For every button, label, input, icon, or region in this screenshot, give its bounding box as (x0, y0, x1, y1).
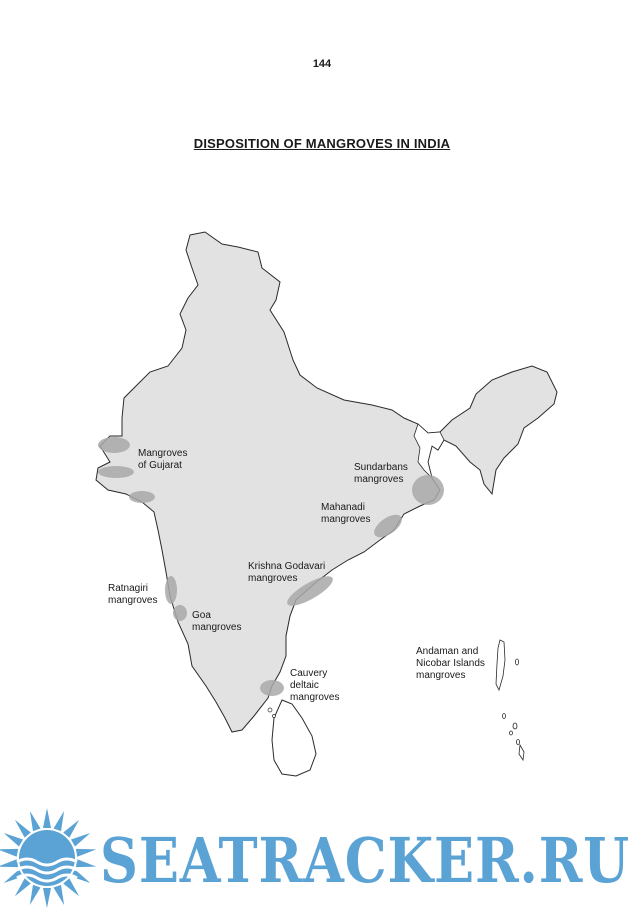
watermark-text: SEATRACKER.RU (100, 824, 630, 897)
india-mainland (96, 232, 557, 732)
mangrove-patch-cauvery (260, 680, 284, 696)
mangrove-patch-goa (173, 605, 187, 621)
label-sundarbans: Sundarbans mangroves (354, 462, 408, 485)
label-andaman-nicobar: Andaman and Nicobar Islands mangroves (416, 646, 485, 681)
label-ratnagiri: Ratnagiri mangroves (108, 583, 158, 606)
page-number: 144 (312, 58, 332, 70)
label-cauvery: Cauvery deltaic mangroves (290, 668, 340, 703)
page-title-text: DISPOSITION OF MANGROVES IN INDIA (193, 136, 451, 151)
mangrove-patch-gujarat-west (98, 466, 134, 478)
sun-wave-icon (0, 808, 97, 908)
label-mahanadi: Mahanadi mangroves (321, 502, 371, 525)
mangrove-patch-gujarat-north (98, 437, 130, 453)
island-dot (273, 715, 276, 718)
mangrove-patch-ratnagiri (165, 576, 177, 604)
sri-lanka (272, 700, 316, 776)
label-krishna-godavari: Krishna Godavari mangroves (248, 561, 326, 584)
island-dot (268, 708, 272, 712)
label-gujarat: Mangroves of Gujarat (138, 448, 188, 471)
label-goa: Goa mangroves (192, 610, 242, 633)
mangrove-patch-gujarat-south (129, 491, 155, 503)
mangrove-patch-sundarbans (412, 475, 444, 505)
andaman-nicobar-islands (496, 640, 524, 760)
